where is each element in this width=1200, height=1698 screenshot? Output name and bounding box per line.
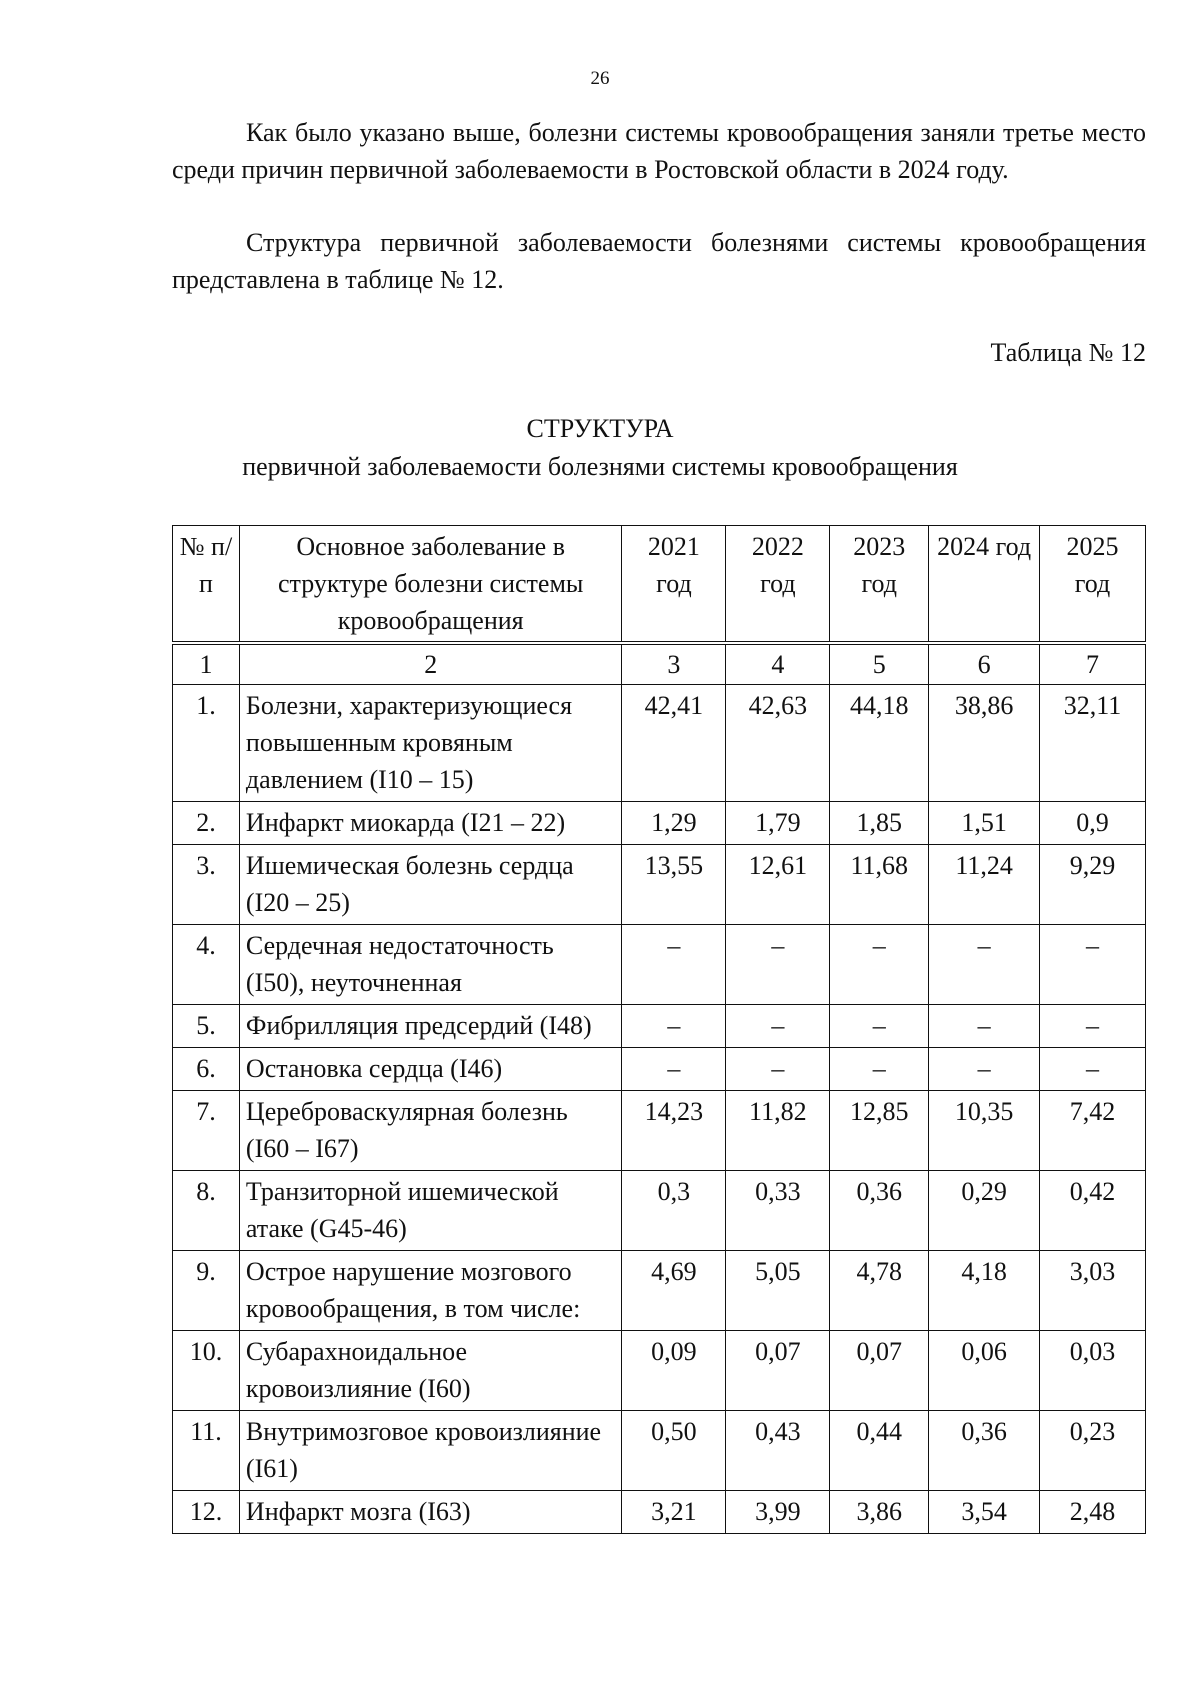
year-value: 4,18 xyxy=(929,1251,1040,1331)
table-column-number: 2 xyxy=(239,643,622,685)
disease-name: Инфаркт миокарда (I21 – 22) xyxy=(239,802,622,845)
table-row xyxy=(173,1005,1146,1048)
page-number: 26 xyxy=(590,68,610,89)
table-header-cell: № п/п xyxy=(173,526,240,644)
paragraph-intro xyxy=(172,114,1146,188)
row-number: 5. xyxy=(173,1005,240,1048)
year-value: – xyxy=(726,925,830,1005)
year-value: 3,86 xyxy=(830,1491,929,1534)
row-number: 6. xyxy=(173,1048,240,1091)
disease-name: Остановка сердца (I46) xyxy=(239,1048,622,1091)
table-title-line-2: первичной заболеваемости болезнями системы кровообращения xyxy=(242,452,958,481)
paragraph-table-reference xyxy=(172,224,1146,298)
year-value: – xyxy=(622,925,726,1005)
table-column-numbers-row xyxy=(173,643,1146,685)
year-value: – xyxy=(726,1005,830,1048)
disease-name: Транзиторной ишемической атаке (G45-46) xyxy=(239,1171,622,1251)
paragraph-intro-text: Как было указано выше, болезни системы кровообращения заняли третье место среди причин первичной заболеваемости в Ростовской области в 2024 году. xyxy=(172,118,1146,184)
year-value: 1,51 xyxy=(929,802,1040,845)
year-value: 4,78 xyxy=(830,1251,929,1331)
year-value: 0,36 xyxy=(929,1411,1040,1491)
disease-name: Сердечная недостаточность (I50), неуточненная xyxy=(239,925,622,1005)
year-value: – xyxy=(622,1005,726,1048)
year-value: – xyxy=(830,925,929,1005)
year-value: 42,41 xyxy=(622,685,726,802)
table-row xyxy=(173,685,1146,802)
year-value: 3,21 xyxy=(622,1491,726,1534)
year-value: – xyxy=(622,1048,726,1091)
disease-name: Цереброваскулярная болезнь (I60 – I67) xyxy=(239,1091,622,1171)
year-value: 0,03 xyxy=(1040,1331,1146,1411)
year-value: 1,79 xyxy=(726,802,830,845)
year-value: 42,63 xyxy=(726,685,830,802)
year-value: – xyxy=(1040,1048,1146,1091)
table-row xyxy=(173,1331,1146,1411)
table-row xyxy=(173,1251,1146,1331)
year-value: 0,29 xyxy=(929,1171,1040,1251)
year-value: 11,68 xyxy=(830,845,929,925)
table-row xyxy=(173,1171,1146,1251)
table-row xyxy=(173,1091,1146,1171)
year-value: 12,61 xyxy=(726,845,830,925)
table-header-cell: 2022 год xyxy=(726,526,830,644)
year-value: 1,29 xyxy=(622,802,726,845)
row-number: 11. xyxy=(173,1411,240,1491)
year-value: – xyxy=(830,1005,929,1048)
disease-name: Фибрилляция предсердий (I48) xyxy=(239,1005,622,1048)
year-value: 11,82 xyxy=(726,1091,830,1171)
table-row xyxy=(173,845,1146,925)
disease-name: Внутримозговое кровоизлияние (I61) xyxy=(239,1411,622,1491)
table-title xyxy=(0,410,1200,486)
year-value: 0,09 xyxy=(622,1331,726,1411)
year-value: 14,23 xyxy=(622,1091,726,1171)
table-row xyxy=(173,925,1146,1005)
table-row xyxy=(173,1411,1146,1491)
table-row xyxy=(173,1491,1146,1534)
table-column-number: 6 xyxy=(929,643,1040,685)
year-value: 9,29 xyxy=(1040,845,1146,925)
year-value: 0,9 xyxy=(1040,802,1146,845)
row-number: 4. xyxy=(173,925,240,1005)
row-number: 2. xyxy=(173,802,240,845)
year-value: 3,54 xyxy=(929,1491,1040,1534)
row-number: 3. xyxy=(173,845,240,925)
year-value: – xyxy=(929,1005,1040,1048)
year-value: 13,55 xyxy=(622,845,726,925)
year-value: 0,23 xyxy=(1040,1411,1146,1491)
table-title-line-1: СТРУКТУРА xyxy=(526,414,674,443)
year-value: 7,42 xyxy=(1040,1091,1146,1171)
table-header-cell: 2024 год xyxy=(929,526,1040,644)
row-number: 8. xyxy=(173,1171,240,1251)
year-value: 10,35 xyxy=(929,1091,1040,1171)
table-header-cell: 2025 год xyxy=(1040,526,1146,644)
disease-name: Острое нарушение мозгового кровообращения, в том числе: xyxy=(239,1251,622,1331)
table-body xyxy=(173,685,1146,1534)
table-header-cell: 2021 год xyxy=(622,526,726,644)
year-value: 0,33 xyxy=(726,1171,830,1251)
year-value: 1,85 xyxy=(830,802,929,845)
row-number: 10. xyxy=(173,1331,240,1411)
disease-name: Субарахноидальное кровоизлияние (I60) xyxy=(239,1331,622,1411)
year-value: 0,36 xyxy=(830,1171,929,1251)
year-value: – xyxy=(929,1048,1040,1091)
year-value: 0,44 xyxy=(830,1411,929,1491)
year-value: 5,05 xyxy=(726,1251,830,1331)
year-value: – xyxy=(830,1048,929,1091)
table-header-cell: 2023 год xyxy=(830,526,929,644)
year-value: – xyxy=(1040,1005,1146,1048)
year-value: 38,86 xyxy=(929,685,1040,802)
table-row xyxy=(173,1048,1146,1091)
table-header-row xyxy=(173,526,1146,644)
table-column-number: 1 xyxy=(173,643,240,685)
year-value: 11,24 xyxy=(929,845,1040,925)
year-value: 0,42 xyxy=(1040,1171,1146,1251)
disease-name: Болезни, характеризующиеся повышенным кровяным давлением (I10 – 15) xyxy=(239,685,622,802)
table-header-cell: Основное заболевание в структуре болезни системы кровообращения xyxy=(239,526,622,644)
year-value: 44,18 xyxy=(830,685,929,802)
paragraph-table-reference-text: Структура первичной заболеваемости болезнями системы кровообращения представлена в таблице № 12. xyxy=(172,228,1146,294)
year-value: 0,07 xyxy=(830,1331,929,1411)
year-value: 12,85 xyxy=(830,1091,929,1171)
table-column-number: 7 xyxy=(1040,643,1146,685)
row-number: 7. xyxy=(173,1091,240,1171)
year-value: 3,03 xyxy=(1040,1251,1146,1331)
year-value: 2,48 xyxy=(1040,1491,1146,1534)
year-value: – xyxy=(1040,925,1146,1005)
year-value: 0,06 xyxy=(929,1331,1040,1411)
row-number: 12. xyxy=(173,1491,240,1534)
table-column-number: 5 xyxy=(830,643,929,685)
disease-name: Инфаркт мозга (I63) xyxy=(239,1491,622,1534)
year-value: 3,99 xyxy=(726,1491,830,1534)
year-value: 32,11 xyxy=(1040,685,1146,802)
year-value: – xyxy=(929,925,1040,1005)
year-value: 4,69 xyxy=(622,1251,726,1331)
disease-name: Ишемическая болезнь сердца (I20 – 25) xyxy=(239,845,622,925)
morbidity-structure-table xyxy=(172,525,1146,1534)
row-number: 9. xyxy=(173,1251,240,1331)
table-label: Таблица № 12 xyxy=(990,338,1146,367)
year-value: 0,50 xyxy=(622,1411,726,1491)
year-value: 0,07 xyxy=(726,1331,830,1411)
table-column-number: 3 xyxy=(622,643,726,685)
table-row xyxy=(173,802,1146,845)
year-value: 0,43 xyxy=(726,1411,830,1491)
table-column-number: 4 xyxy=(726,643,830,685)
row-number: 1. xyxy=(173,685,240,802)
year-value: 0,3 xyxy=(622,1171,726,1251)
year-value: – xyxy=(726,1048,830,1091)
